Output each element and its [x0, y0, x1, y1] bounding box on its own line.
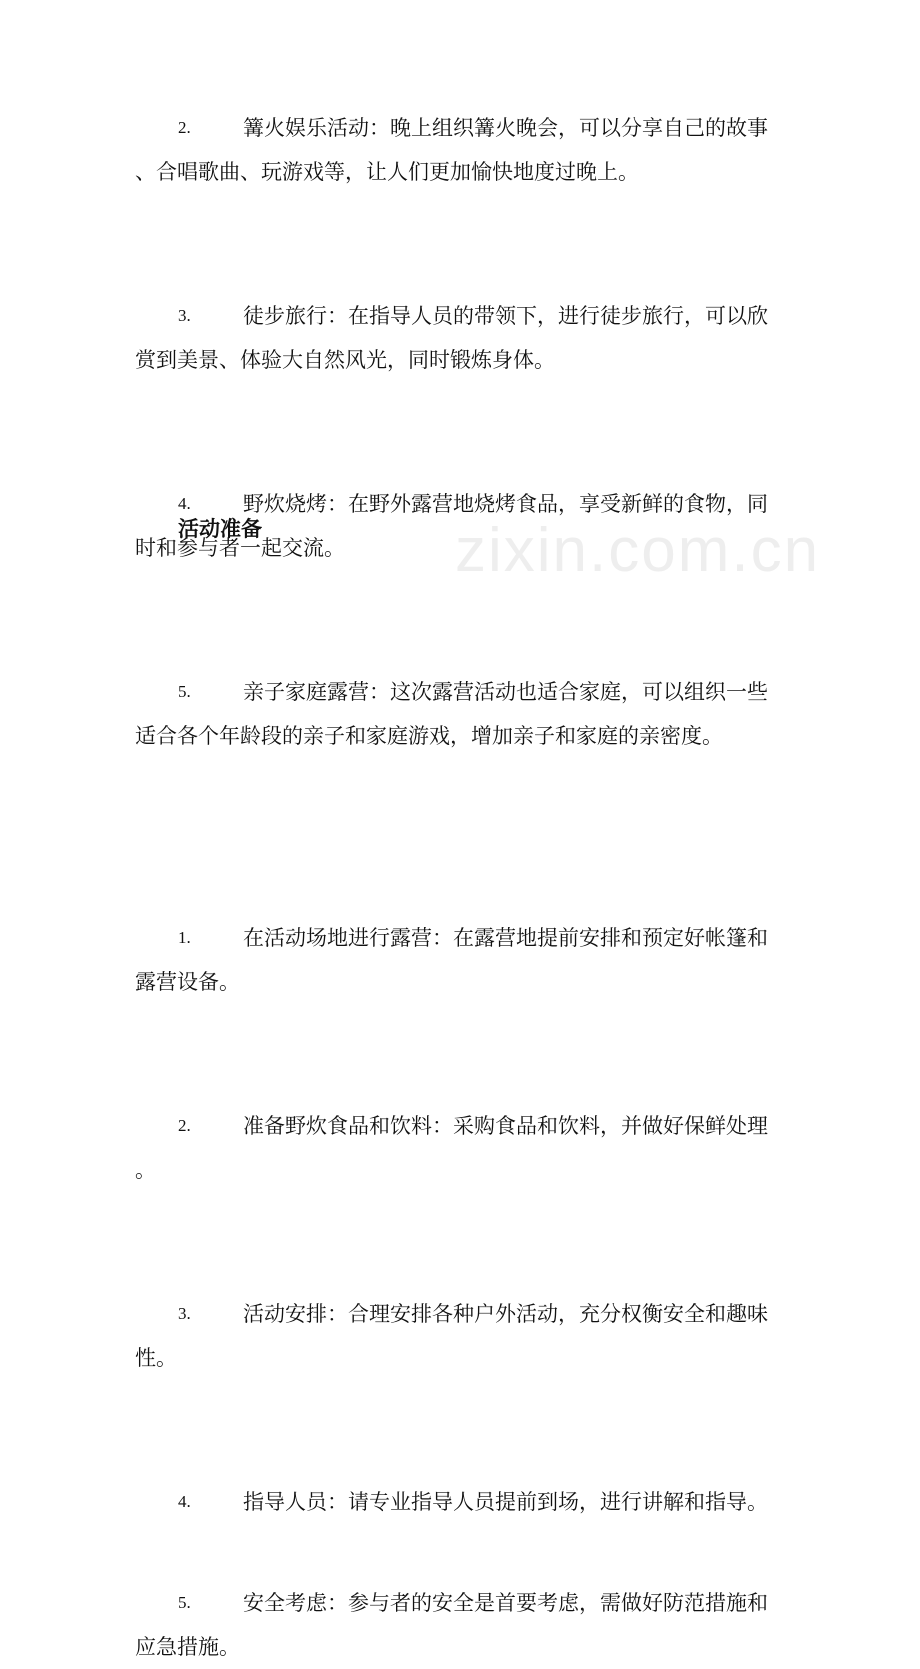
list-text-line2: 性。	[135, 1346, 177, 1370]
list-number: 4.	[178, 494, 191, 513]
list-number: 3.	[178, 1304, 191, 1323]
list-text-line2: 时和参与者一起交流。	[135, 536, 345, 560]
activity-item-3	[135, 294, 775, 382]
activity-item-2	[135, 106, 775, 194]
list-text-line2: 赏到美景、体验大自然风光，同时锻炼身体。	[135, 348, 555, 372]
prep-item-5	[135, 1581, 775, 1669]
list-text-line1: 安全考虑：参与者的安全是首要考虑，需做好防范措施和	[243, 1591, 768, 1615]
list-text-line1: 活动安排：合理安排各种户外活动，充分权衡安全和趣味	[243, 1302, 768, 1326]
list-text-line1: 篝火娱乐活动：晚上组织篝火晚会，可以分享自己的故事	[243, 116, 768, 140]
list-text-line2: 、合唱歌曲、玩游戏等，让人们更加愉快地度过晚上。	[135, 160, 639, 184]
list-text-line1: 亲子家庭露营：这次露营活动也适合家庭，可以组织一些	[243, 680, 768, 704]
list-text-line2: 露营设备。	[135, 970, 240, 994]
list-text-line1: 徒步旅行：在指导人员的带领下，进行徒步旅行，可以欣	[243, 304, 768, 328]
list-text-line1: 准备野炊食品和饮料：采购食品和饮料，并做好保鲜处理	[243, 1114, 768, 1138]
prep-item-2	[135, 1104, 775, 1192]
list-text-line1: 指导人员：请专业指导人员提前到场，进行讲解和指导。	[243, 1490, 768, 1514]
list-text-line2: 。	[135, 1158, 156, 1182]
list-text-line2: 应急措施。	[135, 1635, 240, 1659]
list-number: 4.	[178, 1492, 191, 1511]
list-number: 5.	[178, 682, 191, 701]
list-text-line1: 在活动场地进行露营：在露营地提前安排和预定好帐篷和	[243, 926, 768, 950]
watermark: zixin.com.cn	[455, 516, 821, 585]
prep-item-1	[135, 916, 775, 1004]
list-text-line1: 野炊烧烤：在野外露营地烧烤食品，享受新鲜的食物，同	[243, 492, 768, 516]
list-number: 3.	[178, 306, 191, 325]
prep-item-4	[135, 1480, 775, 1524]
prep-item-3	[135, 1292, 775, 1380]
list-number: 2.	[178, 1116, 191, 1135]
list-number: 2.	[178, 118, 191, 137]
list-number: 5.	[178, 1593, 191, 1612]
list-text-line2: 适合各个年龄段的亲子和家庭游戏，增加亲子和家庭的亲密度。	[135, 724, 723, 748]
activity-item-5	[135, 670, 775, 758]
list-number: 1.	[178, 928, 191, 947]
section-heading-preparation: 活动准备	[178, 517, 262, 541]
